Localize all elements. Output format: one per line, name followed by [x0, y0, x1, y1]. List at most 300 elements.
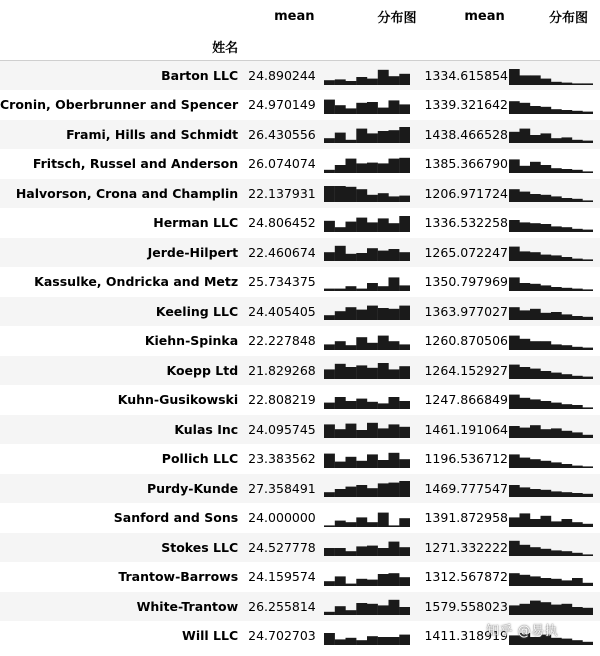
sparkline-bar [346, 254, 357, 261]
sparkline-bar [582, 377, 593, 379]
sparkline-bar [582, 83, 593, 85]
sparkline-bar [561, 551, 572, 556]
sparkline-bar [572, 170, 583, 173]
sparkline-bar [367, 454, 378, 468]
sparkline-bar [561, 288, 572, 291]
sparkline-histogram [324, 479, 410, 497]
sparkline-bar [367, 546, 378, 556]
table-row [0, 267, 600, 297]
sparkline-bar [367, 604, 378, 615]
sparkline-bar [561, 110, 572, 114]
sparkline-bar [540, 516, 551, 527]
sparkline-bar [540, 224, 551, 232]
sparkline-histogram [509, 214, 593, 232]
mean-cell-2: 1469.777547 [418, 474, 508, 504]
mean-cell-1: 25.734375 [248, 274, 316, 290]
distribution-cell-1 [316, 621, 418, 651]
distribution-cell-2 [509, 179, 600, 209]
sparkline-bar [582, 608, 593, 615]
sparkline-histogram [324, 391, 410, 409]
table-row [0, 208, 600, 238]
row-index-label: Koepp Ltd [0, 356, 244, 386]
sparkline-bar [389, 100, 400, 114]
sparkline-bar [346, 522, 357, 527]
sparkline-bar [509, 159, 520, 173]
sparkline-bar [367, 162, 378, 172]
sparkline-bar [378, 218, 389, 232]
sparkline-bar [324, 633, 335, 645]
sparkline-bar [400, 577, 411, 586]
table-row [0, 297, 600, 327]
sparkline-bar [324, 453, 335, 467]
mean-cell-2: 1247.866849 [424, 392, 508, 408]
sparkline-histogram [324, 568, 410, 586]
sparkline-bar [582, 347, 593, 349]
sparkline-bar [561, 464, 572, 468]
column-header-distribution-2: 分布图 [548, 10, 588, 26]
sparkline-bar [540, 602, 551, 615]
mean-cell-2: 1438.466528 [418, 120, 508, 150]
sparkline-bar [346, 345, 357, 350]
table-row [0, 562, 600, 592]
mean-cell-1: 22.460674 [244, 238, 316, 268]
sparkline-bar [509, 454, 520, 468]
sparkline-bar [572, 493, 583, 497]
sparkline-bar [335, 548, 346, 556]
sparkline-bar [540, 401, 551, 409]
row-index-label: Kuhn-Gusikowski [117, 392, 239, 408]
sparkline-bar [335, 461, 346, 467]
sparkline-bar [324, 80, 335, 85]
mean-cell-2: 1271.332222 [418, 533, 508, 563]
sparkline-bar [346, 610, 357, 615]
sparkline-histogram [509, 391, 593, 409]
sparkline-bar [324, 425, 335, 439]
sparkline-bar [530, 252, 541, 261]
row-index-label: White-Trantow [0, 592, 244, 622]
sparkline-histogram [324, 450, 410, 468]
sparkline-bar [346, 638, 357, 645]
sparkline-bar [378, 251, 389, 261]
sparkline-bar [357, 129, 368, 143]
mean-cell-1: 22.227848 [248, 333, 316, 349]
sparkline-bar [572, 607, 583, 615]
sparkline-bar [367, 579, 378, 585]
sparkline-bar [582, 555, 593, 557]
sparkline-bar [335, 311, 346, 320]
sparkline-bar [324, 252, 335, 261]
sparkline-bar [378, 460, 389, 468]
sparkline-bar [335, 397, 346, 409]
sparkline-bar [400, 196, 411, 202]
distribution-cell-1 [316, 120, 418, 150]
mean-cell-2: 1264.152927 [418, 356, 508, 386]
sparkline-histogram [509, 155, 593, 173]
sparkline-histogram [509, 96, 593, 114]
sparkline-bar [530, 489, 541, 497]
sparkline-bar [346, 307, 357, 320]
sparkline-bar [519, 604, 530, 615]
sparkline-bar [530, 194, 541, 202]
sparkline-histogram [324, 96, 410, 114]
sparkline-bar [367, 134, 378, 144]
sparkline-bar [378, 574, 389, 586]
sparkline-bar [519, 192, 530, 202]
distribution-cell-1 [316, 297, 418, 327]
sparkline-bar [367, 522, 378, 527]
distribution-cell-2 [509, 90, 600, 120]
row-index-label: Sanford and Sons [113, 510, 239, 526]
sparkline-histogram [509, 568, 593, 586]
sparkline-bar [530, 547, 541, 556]
sparkline-histogram [509, 361, 593, 379]
sparkline-bar [582, 317, 593, 320]
sparkline-histogram [324, 273, 410, 291]
sparkline-bar [389, 525, 400, 527]
sparkline-bar [400, 634, 411, 644]
sparkline-bar [335, 341, 346, 350]
distribution-cell-1 [316, 179, 418, 209]
sparkline-bar [378, 429, 389, 439]
row-index-label: Cronin, Oberbrunner and Spencer [0, 97, 239, 113]
sparkline-bar [582, 524, 593, 527]
sparkline-bar [324, 402, 335, 408]
sparkline-bar [519, 222, 530, 232]
sparkline-histogram [324, 155, 410, 173]
sparkline-bar [324, 548, 335, 556]
sparkline-bar [582, 407, 593, 409]
sparkline-bar [561, 198, 572, 202]
sparkline-bar [561, 604, 572, 615]
table-body [0, 61, 600, 651]
sparkline-bar [530, 223, 541, 232]
sparkline-bar [572, 259, 583, 261]
sparkline-bar [400, 459, 411, 468]
sparkline-bar [519, 488, 530, 498]
sparkline-bar [551, 462, 562, 468]
sparkline-histogram [509, 450, 593, 468]
sparkline-bar [530, 135, 541, 143]
distribution-cell-1 [316, 533, 418, 563]
sparkline-bar [357, 366, 368, 380]
sparkline-bar [540, 461, 551, 468]
column-header-distribution-1: 分布图 [377, 10, 417, 26]
mean-cell-2: 1336.532258 [424, 215, 508, 231]
sparkline-bar [389, 483, 400, 497]
distribution-cell-2 [509, 592, 600, 622]
sparkline-bar [582, 466, 593, 468]
mean-cell-1: 24.405405 [244, 297, 316, 327]
sparkline-histogram [324, 538, 410, 556]
sparkline-bar [324, 221, 335, 232]
sparkline-bar [357, 485, 368, 497]
sparkline-bar [400, 73, 411, 84]
sparkline-bar [357, 310, 368, 320]
sparkline-bar [572, 347, 583, 350]
sparkline-bar [378, 107, 389, 113]
sparkline-bar [335, 429, 346, 438]
sparkline-bar [389, 637, 400, 645]
row-index-label: Keeling LLC [0, 297, 244, 327]
sparkline-bar [551, 579, 562, 586]
sparkline-bar [530, 75, 541, 85]
sparkline-bar [357, 288, 368, 290]
sparkline-bar [509, 517, 520, 527]
sparkline-bar [378, 637, 389, 645]
sparkline-bar [530, 459, 541, 468]
sparkline-bar [400, 306, 411, 320]
sparkline-bar [357, 603, 368, 615]
sparkline-bar [509, 426, 520, 438]
sparkline-bar [519, 575, 530, 586]
sparkline-bar [324, 344, 335, 350]
sparkline-bar [389, 223, 400, 232]
sparkline-bar [357, 77, 368, 85]
empty-cell [244, 32, 316, 61]
mean-cell-2: 1579.558023 [418, 592, 508, 622]
sparkline-bar [561, 580, 572, 586]
row-index-label: Pollich LLC [161, 451, 239, 467]
sparkline-bar [346, 424, 357, 438]
sparkline-bar [400, 252, 411, 261]
sparkline-bar [572, 522, 583, 527]
sparkline-histogram [324, 361, 410, 379]
mean-cell-1: 24.970149 [248, 97, 316, 113]
sparkline-bar [378, 363, 389, 379]
table-row [0, 356, 600, 386]
sparkline-bar [389, 76, 400, 85]
sparkline-bar [530, 284, 541, 291]
sparkline-bar [324, 138, 335, 143]
sparkline-bar [400, 427, 411, 438]
distribution-cell-2 [509, 208, 600, 238]
row-index-label: Frami, Hills and Schmidt [0, 120, 244, 150]
sparkline-bar [551, 312, 562, 320]
watermark: 知乎 @易执 [486, 624, 559, 639]
sparkline-bar [357, 337, 368, 350]
sparkline-histogram [509, 302, 593, 320]
sparkline-bar [335, 364, 346, 379]
sparkline-bar [400, 481, 411, 497]
sparkline-bar [400, 216, 411, 232]
mean-cell-2: 1461.191064 [418, 415, 508, 445]
sparkline-bar [357, 189, 368, 202]
sparkline-bar [346, 583, 357, 585]
sparkline-bar [346, 187, 357, 202]
sparkline-bar [346, 367, 357, 379]
sparkline-bar [572, 433, 583, 439]
sparkline-bar [572, 553, 583, 556]
sparkline-bar [551, 492, 562, 498]
sparkline-bar [324, 315, 335, 320]
table-row [0, 385, 600, 415]
sparkline-bar [357, 163, 368, 173]
mean-cell-2: 1265.072247 [418, 238, 508, 268]
sparkline-bar [335, 186, 346, 202]
sparkline-bar [572, 111, 583, 114]
sparkline-bar [378, 606, 389, 616]
sparkline-histogram [509, 67, 593, 85]
sparkline-bar [530, 162, 541, 173]
table-row [0, 533, 600, 563]
sparkline-histogram [324, 597, 410, 615]
mean-cell-1: 26.074074 [248, 156, 316, 172]
sparkline-histogram [324, 332, 410, 350]
sparkline-histogram [324, 243, 410, 261]
distribution-cell-1 [316, 503, 418, 533]
sparkline-bar [346, 457, 357, 468]
row-index-label: Kassulke, Ondricka and Metz [34, 274, 239, 290]
sparkline-bar [346, 158, 357, 172]
sparkline-bar [561, 519, 572, 527]
sparkline-histogram [324, 420, 410, 438]
sparkline-bar [519, 367, 530, 379]
sparkline-bar [572, 140, 583, 143]
sparkline-bar [582, 642, 593, 645]
sparkline-bar [324, 170, 335, 173]
sparkline-bar [572, 640, 583, 645]
sparkline-bar [519, 129, 530, 143]
sparkline-bar [324, 525, 335, 527]
distribution-cell-1 [316, 444, 418, 474]
sparkline-bar [561, 431, 572, 438]
distribution-cell-1 [316, 238, 418, 268]
distribution-cell-1 [316, 415, 418, 445]
sparkline-bar [378, 403, 389, 409]
sparkline-bar [540, 165, 551, 173]
sparkline-bar [335, 520, 346, 526]
mean-cell-1: 24.095745 [244, 415, 316, 445]
sparkline-bar [561, 315, 572, 321]
mean-cell-2: 1391.872958 [424, 510, 508, 526]
sparkline-bar [540, 578, 551, 586]
sparkline-bar [561, 404, 572, 409]
column-header-mean-2: mean [464, 8, 505, 24]
sparkline-bar [540, 195, 551, 202]
sparkline-bar [357, 217, 368, 231]
sparkline-bar [378, 548, 389, 556]
distribution-cell-2 [509, 533, 600, 563]
sparkline-bar [357, 430, 368, 438]
sparkline-bar [357, 579, 368, 586]
mean-cell-2: 1411.318919 [424, 628, 508, 644]
table-row [0, 238, 600, 268]
sparkline-bar [509, 365, 520, 379]
mean-cell-2: 1260.870506 [424, 333, 508, 349]
sparkline-bar [582, 111, 593, 113]
sparkline-bar [357, 547, 368, 557]
sparkline-bar [561, 169, 572, 173]
distribution-cell-1 [316, 267, 418, 297]
sparkline-bar [582, 435, 593, 438]
mean-cell-1: 22.137931 [244, 179, 316, 209]
distribution-cell-2 [509, 415, 600, 445]
sparkline-bar [346, 221, 357, 231]
mean-cell-2: 1334.615854 [418, 61, 508, 91]
sparkline-histogram [509, 538, 593, 556]
sparkline-bar [509, 69, 520, 85]
sparkline-bar [378, 131, 389, 143]
sparkline-bar [509, 606, 520, 616]
mean-cell-2: 1385.366790 [424, 156, 508, 172]
mean-cell-2: 1312.567872 [424, 569, 508, 585]
sparkline-bar [324, 99, 335, 113]
sparkline-bar [519, 166, 530, 173]
sparkline-bar [551, 521, 562, 527]
sparkline-bar [335, 227, 346, 232]
sparkline-bar [530, 576, 541, 586]
distribution-cell-1 [316, 562, 418, 592]
sparkline-bar [389, 573, 400, 586]
sparkline-bar [540, 107, 551, 114]
distribution-cell-1 [316, 149, 418, 179]
sparkline-bar [530, 519, 541, 527]
distribution-cell-2 [509, 267, 600, 297]
sparkline-bar [530, 601, 541, 615]
sparkline-histogram [509, 184, 593, 202]
row-index-label: Jerde-Hilpert [0, 238, 244, 268]
sparkline-bar [346, 487, 357, 497]
distribution-cell-1 [316, 61, 418, 91]
sparkline-bar [389, 197, 400, 203]
sparkline-bar [367, 283, 378, 291]
table-row [0, 503, 600, 533]
sparkline-bar [324, 186, 335, 202]
sparkline-bar [509, 132, 520, 143]
sparkline-bar [335, 165, 346, 173]
sparkline-bar [572, 316, 583, 320]
sparkline-bar [509, 394, 520, 408]
sparkline-bar [509, 307, 520, 320]
mean-cell-1: 22.808219 [248, 392, 316, 408]
sparkline-bar [346, 108, 357, 114]
mean-cell-2: 1206.971724 [418, 179, 508, 209]
sparkline-bar [530, 341, 541, 350]
sparkline-bar [389, 453, 400, 468]
sparkline-bar [519, 75, 530, 85]
table-row [0, 474, 600, 504]
sparkline-bar [551, 81, 562, 84]
sparkline-bar [389, 309, 400, 320]
sparkline-bar [530, 106, 541, 114]
sparkline-histogram [509, 243, 593, 261]
mean-cell-1: 26.430556 [244, 120, 316, 150]
sparkline-bar [367, 636, 378, 645]
sparkline-bar [346, 401, 357, 409]
sparkline-bar [582, 141, 593, 143]
sparkline-bar [357, 640, 368, 645]
sparkline-bar [389, 600, 400, 615]
table-row [0, 149, 600, 179]
sparkline-bar [519, 103, 530, 114]
sparkline-bar [561, 257, 572, 261]
sparkline-bar [389, 341, 400, 350]
sparkline-bar [551, 197, 562, 203]
sparkline-bar [551, 402, 562, 408]
sparkline-bar [400, 127, 411, 143]
sparkline-bar [540, 134, 551, 144]
table-row [0, 592, 600, 622]
sparkline-bar [519, 428, 530, 438]
sparkline-bar [582, 289, 593, 291]
sparkline-bar [389, 277, 400, 291]
distribution-cell-1 [316, 474, 418, 504]
sparkline-bar [572, 199, 583, 202]
sparkline-bar [357, 517, 368, 527]
sparkline-bar [509, 573, 520, 586]
distribution-cell-1 [316, 90, 418, 120]
sparkline-bar [519, 311, 530, 321]
